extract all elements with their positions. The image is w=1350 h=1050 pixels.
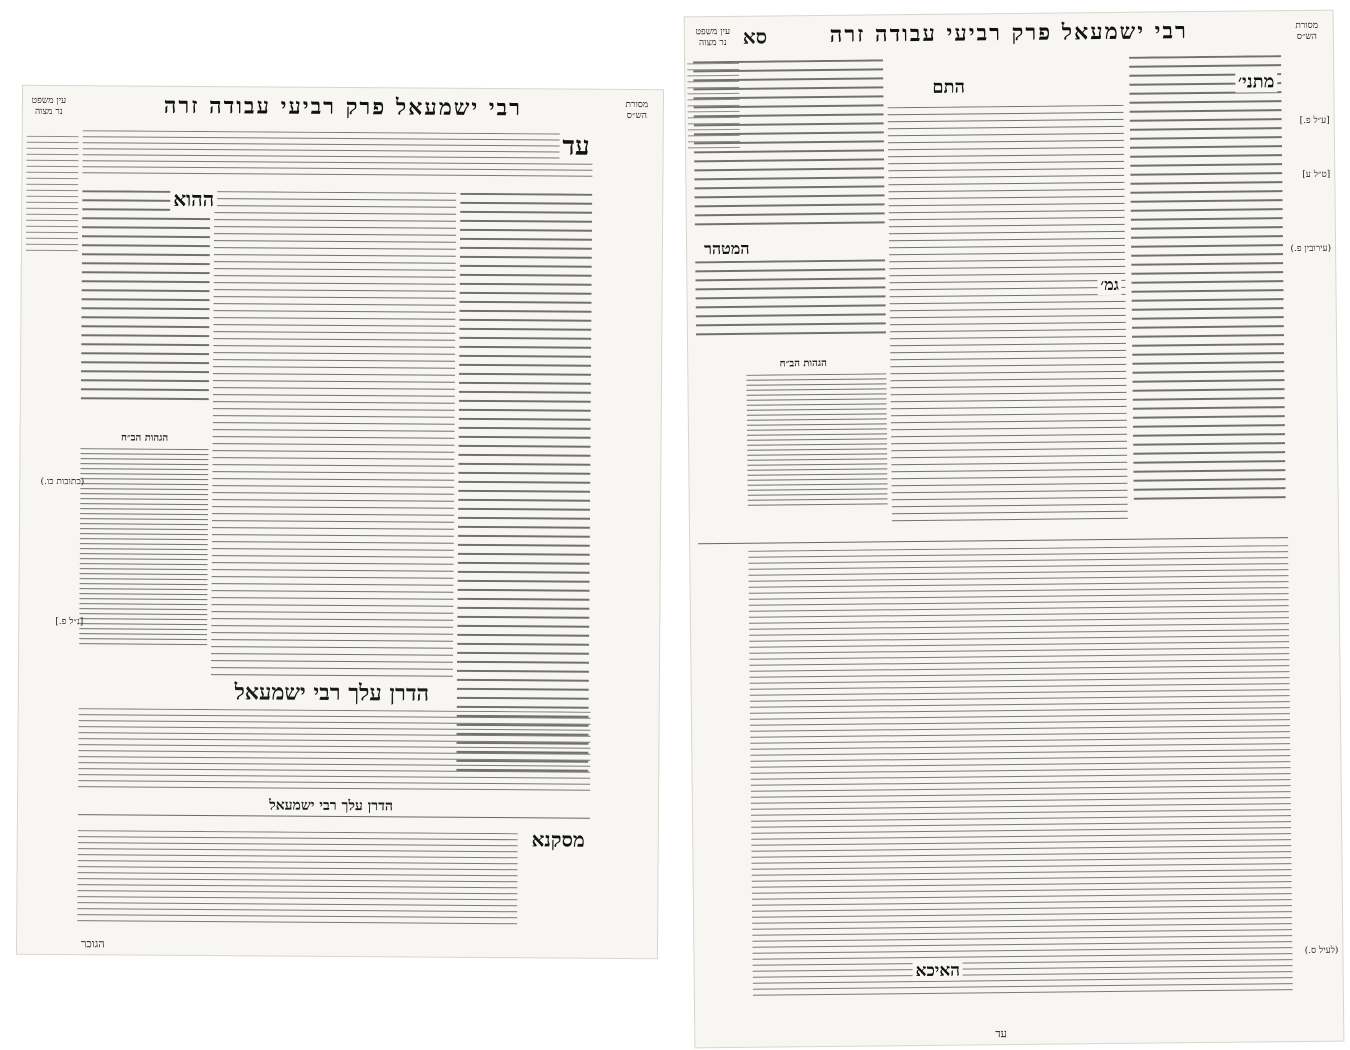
divider	[698, 537, 1288, 544]
ein-mishpat-notes	[687, 63, 741, 244]
section-heading: הדרן עלך רבי ישמעאל	[211, 679, 453, 707]
opening-word: עד	[559, 132, 592, 162]
gloss-heading: הגהות הב״ח	[748, 358, 858, 370]
lower-commentary-block	[78, 708, 591, 802]
right-page	[685, 11, 1344, 1048]
gloss-heading: הגהות הב״ח	[81, 432, 209, 444]
rashi-column	[1129, 55, 1286, 527]
ein-mishpat-notes	[25, 136, 78, 336]
page-header	[685, 17, 1333, 58]
center-opening-word: ההוא	[170, 187, 217, 212]
margin-note-2: [נ״ל פ.]	[55, 617, 84, 628]
margin-note-3: (עירובין פ.)	[1290, 243, 1332, 255]
gemara-text-block	[888, 105, 1128, 533]
corner-label-ein-mishpat: עין משפט נר מצוה	[31, 95, 67, 118]
section-heading-small: הדרן עלך רבי ישמעאל	[210, 797, 452, 816]
footer-word: עד	[995, 1027, 1007, 1041]
rashi-column	[81, 190, 211, 421]
center-word-3: גמ׳	[1097, 275, 1122, 295]
corner-label-masoret: מסורת הש״ס	[1295, 20, 1319, 43]
tosafot-column	[456, 193, 592, 800]
tosafot-top-block	[82, 130, 592, 190]
mishna-block	[77, 830, 518, 943]
mishna-opening-word: מסקנא	[528, 827, 587, 852]
lower-commentary-block	[748, 545, 1293, 1031]
margin-note-1: [ע״ל פ.]	[1299, 115, 1330, 126]
header-title: רבי ישמעאל פרק רביעי עבודה זרה	[829, 18, 1189, 48]
footer-word: הגוכר	[81, 937, 105, 951]
gloss-column	[746, 373, 888, 534]
page-header	[23, 92, 663, 130]
bottom-word: האיכא	[913, 961, 964, 982]
center-word-2: המטהר	[701, 239, 753, 260]
margin-note-1: (כתובות כו.)	[40, 476, 85, 488]
margin-note-2: [ט״ל ע]	[1302, 169, 1331, 180]
rashi-opening-word: מתני׳	[1235, 71, 1278, 92]
gloss-column	[79, 448, 209, 679]
gemara-text-block	[211, 191, 456, 679]
center-word-1: התם	[929, 76, 968, 97]
corner-label-masoret: מסורת הש״ס	[625, 99, 649, 122]
page-number: סא	[742, 24, 768, 49]
left-page	[17, 86, 663, 958]
header-title: רבי ישמעאל פרק רביעי עבודה זרה	[163, 92, 523, 122]
corner-label-ein-mishpat: עין משפט נר מצוה	[695, 26, 731, 49]
margin-note-4: (לעיל ס.)	[1304, 945, 1339, 956]
tosafot-column-lower	[695, 259, 886, 351]
